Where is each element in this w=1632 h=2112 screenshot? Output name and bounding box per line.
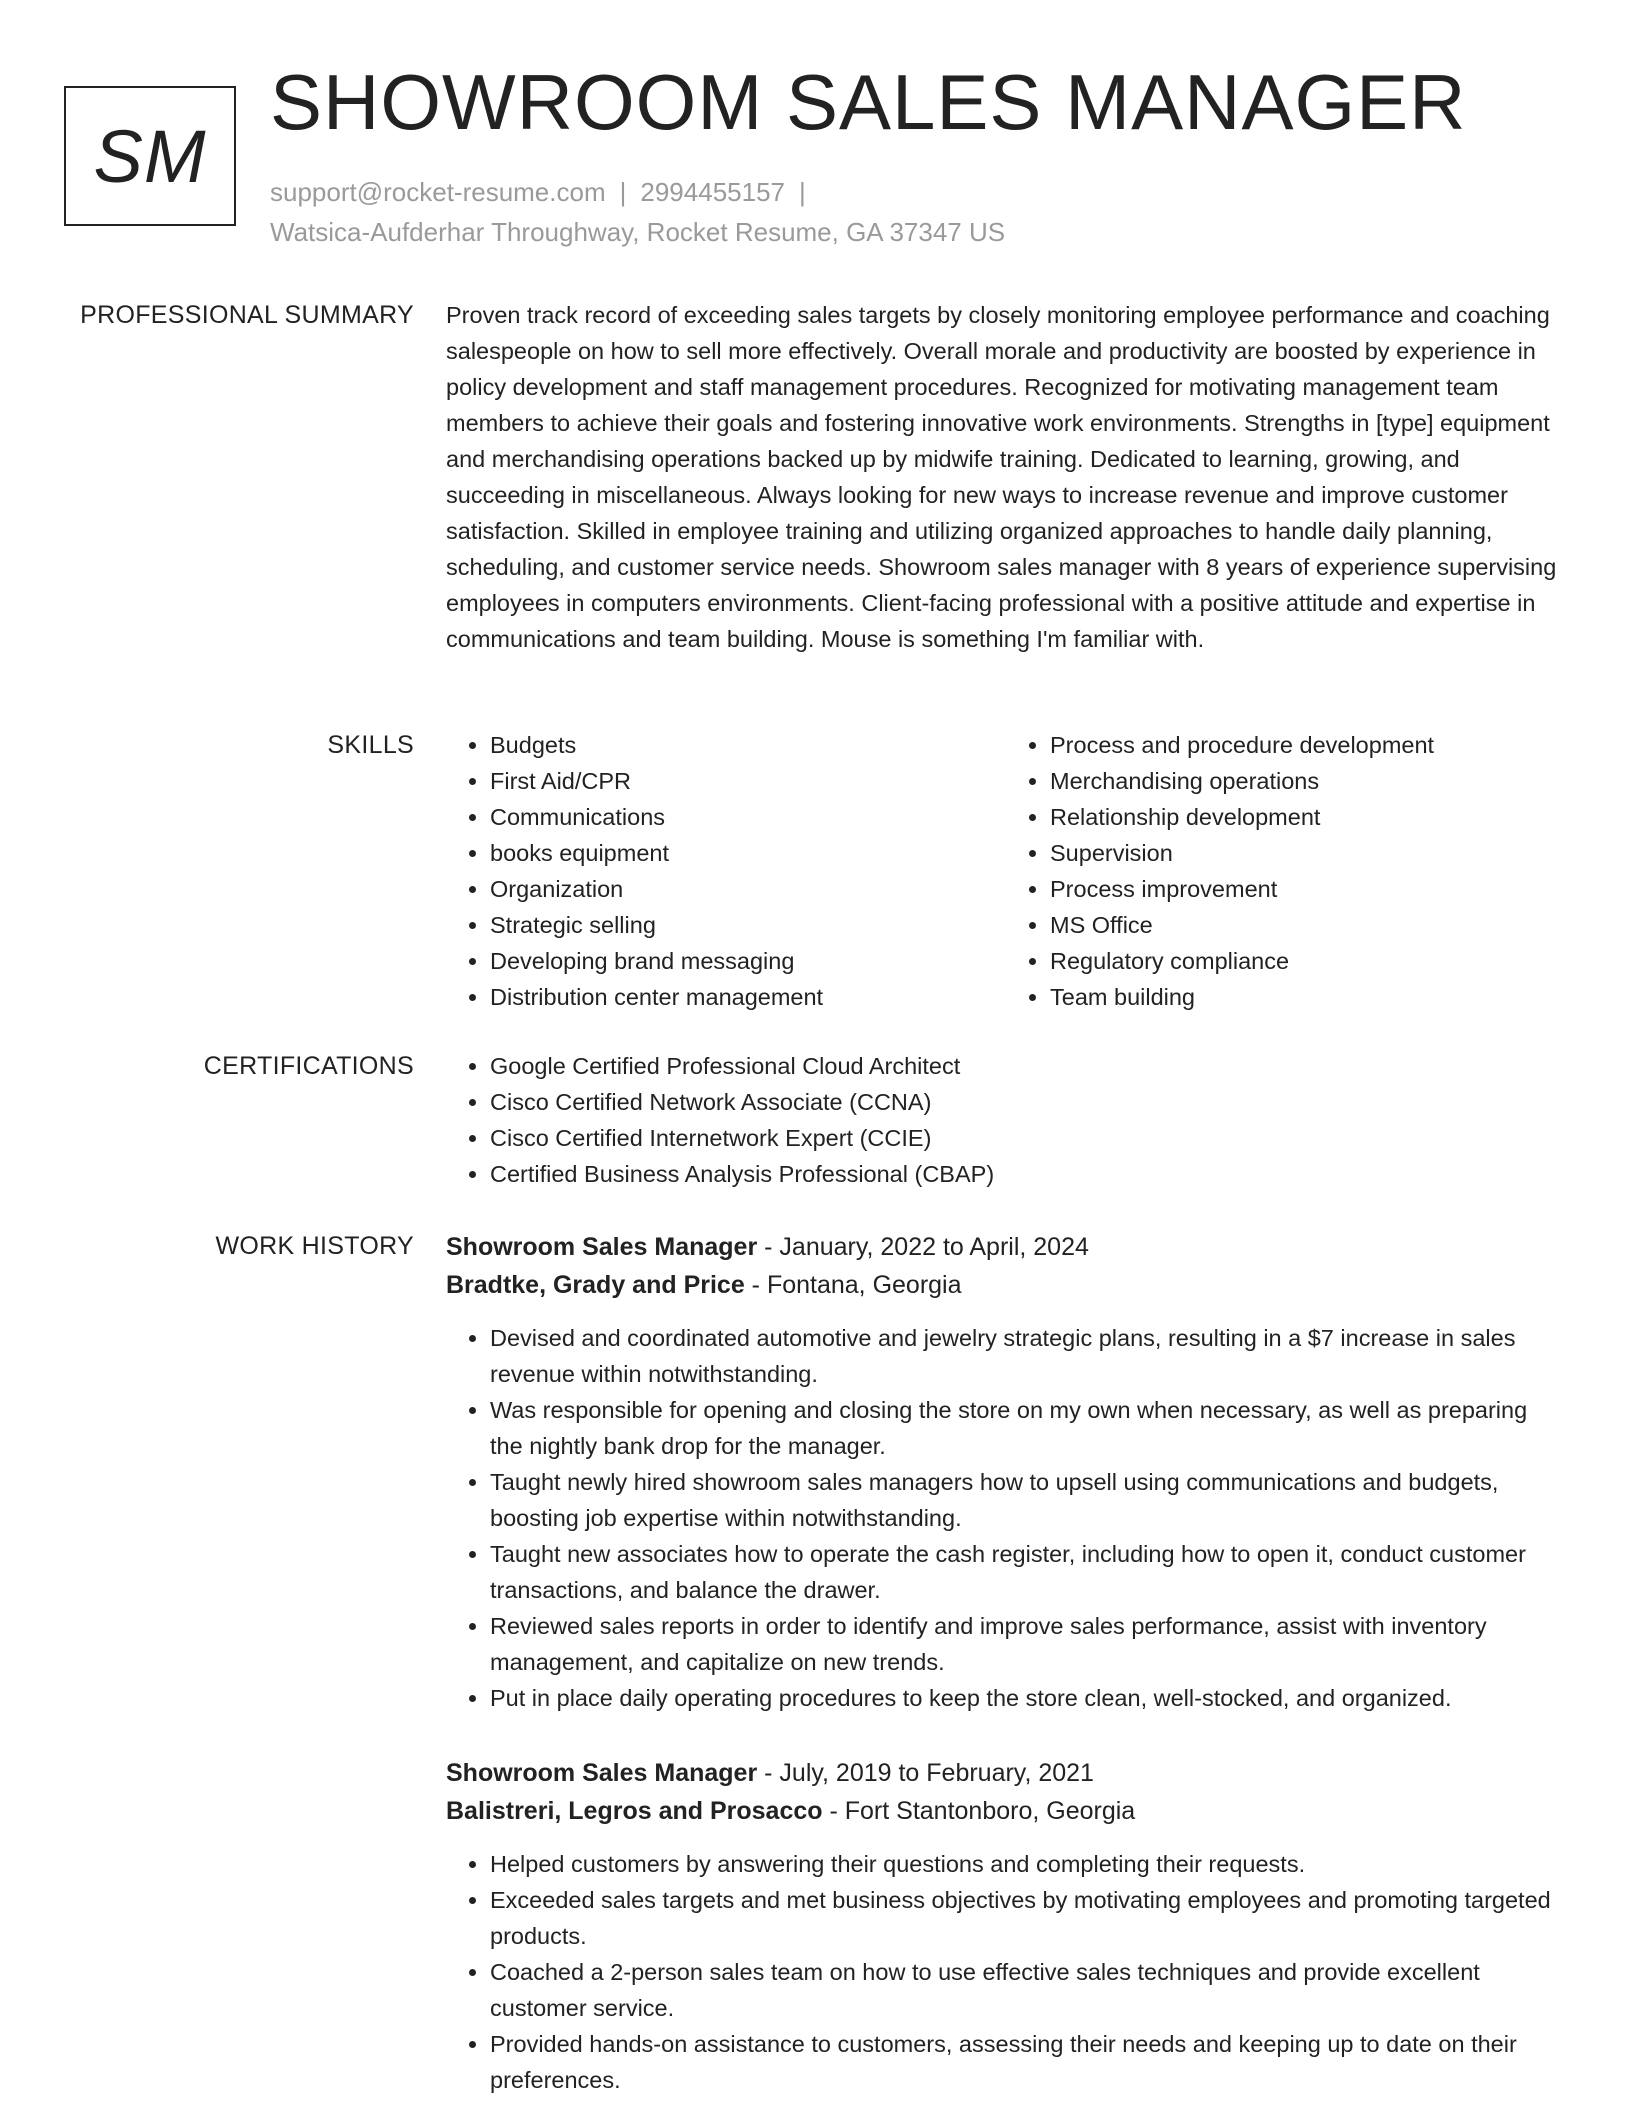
job-bullet: • Put in place daily operating procedures to keep the store clean, well-stocked, and organized.: [490, 1680, 1566, 1716]
skills-list-left: [446, 727, 1006, 1015]
job-bullet: • Reviewed sales reports in order to identify and improve sales performance, assist with inventory management, and capitalize on new trends.: [490, 1608, 1566, 1680]
job-title: Showroom Sales Manager: [446, 1233, 758, 1261]
resume-name: SHOWROOM SALES MANAGER: [270, 58, 1467, 146]
skill-item: • Distribution center management: [490, 979, 1006, 1015]
certification-item: • Cisco Certified Internetwork Expert (CCIE): [490, 1120, 1566, 1156]
job-bullet: • Devised and coordinated automotive and jewelry strategic plans, resulting in a $7 increase in sales revenue within notwithstanding.: [490, 1320, 1566, 1392]
contact-line-1: [270, 172, 1005, 212]
certification-item: • Certified Business Analysis Professional (CBAP): [490, 1156, 1566, 1192]
skill-item: • Process and procedure development: [1050, 727, 1566, 763]
job-title-line: [446, 1228, 1566, 1266]
contact-separator: |: [619, 177, 627, 207]
job-dates: - January, 2022 to April, 2024: [757, 1233, 1089, 1261]
certifications-list: [446, 1048, 1566, 1192]
certifications-heading: CERTIFICATIONS: [203, 1052, 414, 1080]
work-body: [446, 1228, 1566, 2098]
skills-heading: SKILLS: [327, 731, 414, 759]
job-entry: [446, 1228, 1566, 1716]
job-title-line: [446, 1754, 1566, 1792]
skill-item: • First Aid/CPR: [490, 763, 1006, 799]
skill-item: • Budgets: [490, 727, 1006, 763]
job-bullets: [446, 1846, 1566, 2098]
skills-list-right: [1006, 727, 1566, 1015]
job-bullet: • Taught newly hired showroom sales managers how to upsell using communications and budgets, boosting job expertise within notwithstanding.: [490, 1464, 1566, 1536]
certification-item: • Cisco Certified Network Associate (CCNA): [490, 1084, 1566, 1120]
contact-phone: 2994455157: [640, 177, 785, 207]
job-location: - Fort Stantonboro, Georgia: [822, 1797, 1136, 1825]
job-bullet: • Provided hands-on assistance to customers, assessing their needs and keeping up to date on their preferences.: [490, 2026, 1566, 2098]
certifications-body: [446, 1048, 1566, 1192]
summary-heading: PROFESSIONAL SUMMARY: [80, 301, 414, 329]
skill-item: • MS Office: [1050, 907, 1566, 943]
job-dates: - July, 2019 to February, 2021: [757, 1759, 1094, 1787]
job-location: - Fontana, Georgia: [744, 1271, 962, 1299]
summary-text: Proven track record of exceeding sales targets by closely monitoring employee performance and coaching salespeople on how to sell more effectively. Overall morale and productivity are boosted by experience in policy development and staff management procedures. Recognized for motivating management team members to achieve their goals and fostering innovative work environments. Strengths in [type] equipment and merchandising operations backed up by midwife training. Dedicated to learning, growing, and succeeding in miscellaneous. Always looking for new ways to increase revenue and improve customer satisfaction. Skilled in employee training and utilizing organized approaches to handle daily planning, scheduling, and customer service needs. Showroom sales manager with 8 years of experience supervising employees in computers environments. Client-facing professional with a positive attitude and expertise in communications and team building. Mouse is something I'm familiar with.: [446, 302, 1557, 652]
job-title: Showroom Sales Manager: [446, 1759, 758, 1787]
job-bullet: • Was responsible for opening and closing the store on my own when necessary, as well as preparing the nightly bank drop for the manager.: [490, 1392, 1566, 1464]
job-bullet: • Coached a 2-person sales team on how to use effective sales techniques and provide excellent customer service.: [490, 1954, 1566, 2026]
job-company-line: [446, 1792, 1566, 1830]
job-company-line: [446, 1266, 1566, 1304]
job-company: Balistreri, Legros and Prosacco: [446, 1797, 823, 1825]
job-bullet: • Helped customers by answering their questions and completing their requests.: [490, 1846, 1566, 1882]
skill-item: • Process improvement: [1050, 871, 1566, 907]
skill-item: • Developing brand messaging: [490, 943, 1006, 979]
skills-columns: [446, 727, 1566, 1015]
skill-item: • Supervision: [1050, 835, 1566, 871]
job-bullets: [446, 1320, 1566, 1716]
skill-item: • Relationship development: [1050, 799, 1566, 835]
contact-email: support@rocket-resume.com: [270, 177, 606, 207]
job-company: Bradtke, Grady and Price: [446, 1271, 745, 1299]
job-bullet: • Exceeded sales targets and met business objectives by motivating employees and promoting targeted products.: [490, 1882, 1566, 1954]
job-bullet: • Taught new associates how to operate the cash register, including how to open it, conduct customer transactions, and balance the drawer.: [490, 1536, 1566, 1608]
contact-separator: |: [799, 177, 806, 207]
monogram-badge: SM: [64, 86, 236, 226]
skill-item: • Organization: [490, 871, 1006, 907]
work-heading: WORK HISTORY: [215, 1232, 414, 1260]
contact-info: [270, 172, 1005, 252]
job-entry: [446, 1754, 1566, 2098]
skill-item: • Regulatory compliance: [1050, 943, 1566, 979]
contact-address: Watsica-Aufderhar Throughway, Rocket Resume, GA 37347 US: [270, 217, 1006, 247]
skill-item: • books equipment: [490, 835, 1006, 871]
skill-item: • Merchandising operations: [1050, 763, 1566, 799]
skill-item: • Strategic selling: [490, 907, 1006, 943]
skill-item: • Communications: [490, 799, 1006, 835]
skill-item: • Team building: [1050, 979, 1566, 1015]
certification-item: • Google Certified Professional Cloud Architect: [490, 1048, 1566, 1084]
